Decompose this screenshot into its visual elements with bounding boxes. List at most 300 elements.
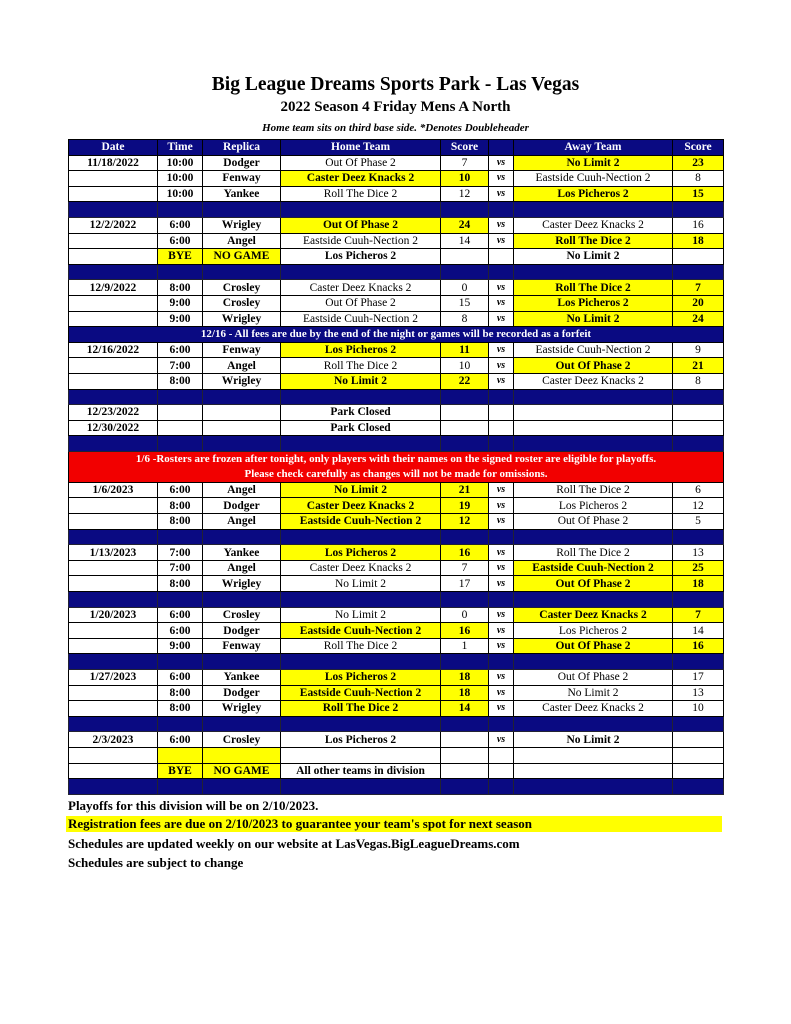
game-date [69, 171, 158, 187]
vs-label: vs [489, 514, 514, 530]
separator-cell [69, 436, 158, 452]
registration-note: Registration fees are due on 2/10/2023 to guarantee your team's spot for next season [66, 816, 722, 832]
game-replica-field: Fenway [203, 171, 281, 187]
game-replica-field: Dodger [203, 155, 281, 171]
game-replica-field: Wrigley [203, 576, 281, 592]
game-row [69, 249, 724, 265]
away-score: 7 [673, 607, 724, 623]
separator-cell [69, 202, 158, 218]
header-time: Time [158, 140, 203, 156]
separator-cell [441, 716, 489, 732]
game-row [69, 311, 724, 327]
separator-cell [673, 389, 724, 405]
away-score: 7 [673, 280, 724, 296]
roster-notice-row [69, 451, 724, 482]
away-score [673, 249, 724, 265]
separator-cell [203, 592, 281, 608]
separator-cell [489, 264, 514, 280]
home-score: 10 [441, 171, 489, 187]
game-time: 6:00 [158, 233, 203, 249]
header-away-team: Away Team [514, 140, 673, 156]
home-team: Eastside Cuuh-Nection 2 [281, 623, 441, 639]
page-subtitle: 2022 Season 4 Friday Mens A North [280, 99, 511, 115]
game-row [69, 670, 724, 686]
away-team: Roll The Dice 2 [514, 233, 673, 249]
game-replica-field: Wrigley [203, 217, 281, 233]
home-score [441, 732, 489, 748]
away-score: 16 [673, 638, 724, 654]
away-score: 9 [673, 342, 724, 358]
separator-cell [441, 436, 489, 452]
game-replica-field: Angel [203, 560, 281, 576]
header-home-score: Score [441, 140, 489, 156]
game-row [69, 373, 724, 389]
home-score: 0 [441, 607, 489, 623]
game-date [69, 358, 158, 374]
separator-cell [281, 389, 441, 405]
header-home-team: Home Team [281, 140, 441, 156]
game-time: 8:00 [158, 498, 203, 514]
separator-cell [69, 592, 158, 608]
vs-label: vs [489, 560, 514, 576]
vs-label: vs [489, 498, 514, 514]
home-team: Caster Deez Knacks 2 [281, 560, 441, 576]
roster-notice [69, 451, 724, 482]
separator-cell [158, 779, 203, 795]
separator-cell [158, 654, 203, 670]
game-row [69, 732, 724, 748]
game-row [69, 623, 724, 639]
game-date: 1/6/2023 [69, 482, 158, 498]
game-row [69, 405, 724, 421]
vs-label: vs [489, 576, 514, 592]
game-date [69, 373, 158, 389]
home-score: 7 [441, 155, 489, 171]
vs-label: vs [489, 638, 514, 654]
game-replica-field: Wrigley [203, 701, 281, 717]
home-score: 12 [441, 514, 489, 530]
separator-cell [514, 779, 673, 795]
away-score [673, 763, 724, 779]
page-title: Big League Dreams Sports Park - Las Vegas [211, 74, 580, 95]
game-date [69, 249, 158, 265]
away-team: Eastside Cuuh-Nection 2 [514, 560, 673, 576]
away-score: 23 [673, 155, 724, 171]
separator-cell [69, 779, 158, 795]
separator-cell [441, 654, 489, 670]
away-team: Roll The Dice 2 [514, 482, 673, 498]
away-score: 21 [673, 358, 724, 374]
away-score: 10 [673, 701, 724, 717]
separator-cell [441, 389, 489, 405]
game-date [69, 560, 158, 576]
separator-cell [203, 654, 281, 670]
home-team: Caster Deez Knacks 2 [281, 280, 441, 296]
game-replica-field: Yankee [203, 186, 281, 202]
separator-cell [673, 654, 724, 670]
separator-cell [281, 654, 441, 670]
game-time: 8:00 [158, 373, 203, 389]
game-date [69, 747, 158, 763]
separator-cell [514, 716, 673, 732]
away-team: Roll The Dice 2 [514, 280, 673, 296]
separator-row [69, 654, 724, 670]
vs-label: vs [489, 373, 514, 389]
home-score: 7 [441, 560, 489, 576]
separator-cell [69, 529, 158, 545]
separator-cell [281, 436, 441, 452]
separator-cell [489, 779, 514, 795]
game-time: 10:00 [158, 171, 203, 187]
game-row [69, 498, 724, 514]
away-score: 12 [673, 498, 724, 514]
game-time [158, 420, 203, 436]
away-team: Out Of Phase 2 [514, 670, 673, 686]
separator-cell [158, 264, 203, 280]
game-replica-field: Crosley [203, 607, 281, 623]
home-team: Caster Deez Knacks 2 [281, 498, 441, 514]
game-time: 9:00 [158, 311, 203, 327]
game-time: 9:00 [158, 638, 203, 654]
home-score: 14 [441, 233, 489, 249]
change-note: Schedules are subject to change [68, 855, 244, 870]
game-time: 7:00 [158, 545, 203, 561]
away-score [673, 732, 724, 748]
separator-cell [203, 202, 281, 218]
game-date: 12/30/2022 [69, 420, 158, 436]
away-team: Los Picheros 2 [514, 623, 673, 639]
notice-text: 12/16 - All fees are due by the end of the night or games will be recorded as a forfeit [69, 327, 724, 343]
game-replica-field: Yankee [203, 545, 281, 561]
game-time: 6:00 [158, 607, 203, 623]
home-score: 22 [441, 373, 489, 389]
game-row [69, 545, 724, 561]
vs-label [489, 747, 514, 763]
separator-cell [441, 202, 489, 218]
separator-cell [203, 436, 281, 452]
home-team: Los Picheros 2 [281, 732, 441, 748]
vs-label [489, 405, 514, 421]
home-team: No Limit 2 [281, 576, 441, 592]
game-row [69, 342, 724, 358]
separator-cell [673, 529, 724, 545]
game-replica-field: Fenway [203, 342, 281, 358]
away-team: Eastside Cuuh-Nection 2 [514, 171, 673, 187]
separator-row [69, 202, 724, 218]
separator-row [69, 529, 724, 545]
separator-cell [158, 436, 203, 452]
separator-cell [514, 592, 673, 608]
vs-label: vs [489, 482, 514, 498]
separator-cell [158, 202, 203, 218]
game-replica-field: Fenway [203, 638, 281, 654]
away-team [514, 405, 673, 421]
home-team: Los Picheros 2 [281, 670, 441, 686]
away-score: 13 [673, 685, 724, 701]
away-score: 17 [673, 670, 724, 686]
home-team: Eastside Cuuh-Nection 2 [281, 233, 441, 249]
home-score: 14 [441, 701, 489, 717]
game-date [69, 514, 158, 530]
game-row [69, 747, 724, 763]
vs-label: vs [489, 280, 514, 296]
game-replica-field [203, 747, 281, 763]
game-row [69, 685, 724, 701]
home-score [441, 747, 489, 763]
game-date: 12/9/2022 [69, 280, 158, 296]
home-score: 8 [441, 311, 489, 327]
away-team [514, 747, 673, 763]
separator-cell [69, 264, 158, 280]
header-date: Date [69, 140, 158, 156]
game-time: 6:00 [158, 623, 203, 639]
game-replica-field: Crosley [203, 295, 281, 311]
vs-label: vs [489, 217, 514, 233]
vs-label [489, 763, 514, 779]
home-team: Eastside Cuuh-Nection 2 [281, 685, 441, 701]
separator-cell [489, 654, 514, 670]
vs-label: vs [489, 171, 514, 187]
vs-label: vs [489, 607, 514, 623]
roster-notice-line1: 1/6 -Rosters are frozen after tonight, only players with their names on the signed roster are eligible for playoffs. [135, 452, 657, 465]
game-row [69, 638, 724, 654]
game-replica-field: Angel [203, 233, 281, 249]
game-time [158, 747, 203, 763]
game-date: 2/3/2023 [69, 732, 158, 748]
separator-cell [673, 436, 724, 452]
separator-row [69, 389, 724, 405]
separator-cell [489, 716, 514, 732]
away-score: 16 [673, 217, 724, 233]
separator-cell [514, 264, 673, 280]
home-score: 16 [441, 623, 489, 639]
separator-cell [281, 529, 441, 545]
away-team: No Limit 2 [514, 311, 673, 327]
game-date [69, 576, 158, 592]
game-date [69, 498, 158, 514]
separator-cell [673, 264, 724, 280]
home-team: Out Of Phase 2 [281, 295, 441, 311]
home-team: No Limit 2 [281, 482, 441, 498]
game-replica-field: Dodger [203, 498, 281, 514]
away-score: 8 [673, 373, 724, 389]
game-row [69, 186, 724, 202]
game-date [69, 763, 158, 779]
game-replica-field: Angel [203, 514, 281, 530]
game-row [69, 701, 724, 717]
away-team: Los Picheros 2 [514, 498, 673, 514]
game-time: 8:00 [158, 685, 203, 701]
game-replica-field: NO GAME [203, 249, 281, 265]
away-team: Out Of Phase 2 [514, 358, 673, 374]
away-team: Out Of Phase 2 [514, 576, 673, 592]
home-team: Los Picheros 2 [281, 249, 441, 265]
home-team [281, 747, 441, 763]
away-team: Los Picheros 2 [514, 186, 673, 202]
schedule-table [68, 139, 724, 795]
separator-cell [158, 716, 203, 732]
game-replica-field: Yankee [203, 670, 281, 686]
separator-cell [158, 592, 203, 608]
playoffs-note: Playoffs for this division will be on 2/10/2023. [68, 798, 319, 813]
separator-cell [281, 202, 441, 218]
home-team: Caster Deez Knacks 2 [281, 171, 441, 187]
home-team: Out Of Phase 2 [281, 155, 441, 171]
away-score: 13 [673, 545, 724, 561]
away-score: 14 [673, 623, 724, 639]
game-date [69, 623, 158, 639]
game-date: 1/27/2023 [69, 670, 158, 686]
home-score: 21 [441, 482, 489, 498]
game-row [69, 763, 724, 779]
away-score: 15 [673, 186, 724, 202]
separator-cell [203, 529, 281, 545]
game-time: 7:00 [158, 358, 203, 374]
vs-label: vs [489, 186, 514, 202]
separator-cell [489, 202, 514, 218]
separator-cell [673, 202, 724, 218]
home-team: Eastside Cuuh-Nection 2 [281, 311, 441, 327]
game-date [69, 233, 158, 249]
game-replica-field: Dodger [203, 685, 281, 701]
separator-row [69, 436, 724, 452]
separator-cell [514, 529, 673, 545]
home-score: 17 [441, 576, 489, 592]
game-row [69, 233, 724, 249]
vs-label: vs [489, 623, 514, 639]
home-score [441, 249, 489, 265]
fee-notice-row [69, 327, 724, 343]
home-team: All other teams in division [281, 763, 441, 779]
home-team: No Limit 2 [281, 373, 441, 389]
game-replica-field [203, 405, 281, 421]
home-team: Roll The Dice 2 [281, 358, 441, 374]
home-score: 0 [441, 280, 489, 296]
game-date: 11/18/2022 [69, 155, 158, 171]
home-score: 11 [441, 342, 489, 358]
away-score: 25 [673, 560, 724, 576]
home-team: Los Picheros 2 [281, 545, 441, 561]
game-date [69, 638, 158, 654]
separator-cell [203, 389, 281, 405]
roster-notice-line2: Please check carefully as changes will not be made for omissions. [244, 467, 548, 480]
separator-cell [158, 389, 203, 405]
game-row [69, 155, 724, 171]
separator-cell [281, 779, 441, 795]
separator-cell [281, 264, 441, 280]
home-score [441, 420, 489, 436]
game-row [69, 560, 724, 576]
away-team: Caster Deez Knacks 2 [514, 701, 673, 717]
away-team: No Limit 2 [514, 732, 673, 748]
away-team: Out Of Phase 2 [514, 638, 673, 654]
game-date: 1/20/2023 [69, 607, 158, 623]
game-replica-field [203, 420, 281, 436]
away-team [514, 420, 673, 436]
away-score [673, 405, 724, 421]
away-score: 18 [673, 233, 724, 249]
vs-label: vs [489, 311, 514, 327]
game-date: 12/16/2022 [69, 342, 158, 358]
away-team: Los Picheros 2 [514, 295, 673, 311]
website-note: Schedules are updated weekly on our website at LasVegas.BigLeagueDreams.com [68, 836, 520, 851]
game-date [69, 311, 158, 327]
away-score: 6 [673, 482, 724, 498]
game-row [69, 482, 724, 498]
separator-row [69, 716, 724, 732]
separator-cell [489, 436, 514, 452]
home-team: Roll The Dice 2 [281, 186, 441, 202]
separator-row [69, 779, 724, 795]
away-score: 24 [673, 311, 724, 327]
home-team: Roll The Dice 2 [281, 701, 441, 717]
separator-cell [69, 716, 158, 732]
separator-cell [489, 592, 514, 608]
game-replica-field: Wrigley [203, 311, 281, 327]
game-replica-field: NO GAME [203, 763, 281, 779]
home-team: No Limit 2 [281, 607, 441, 623]
away-score: 20 [673, 295, 724, 311]
away-team [514, 763, 673, 779]
vs-label [489, 420, 514, 436]
home-score: 18 [441, 685, 489, 701]
vs-label: vs [489, 685, 514, 701]
game-row [69, 280, 724, 296]
game-date [69, 701, 158, 717]
away-team: No Limit 2 [514, 155, 673, 171]
separator-cell [203, 779, 281, 795]
away-team: No Limit 2 [514, 685, 673, 701]
separator-cell [514, 389, 673, 405]
game-time: 6:00 [158, 342, 203, 358]
away-score [673, 747, 724, 763]
separator-cell [673, 592, 724, 608]
separator-cell [514, 436, 673, 452]
away-team: Caster Deez Knacks 2 [514, 607, 673, 623]
vs-label [489, 249, 514, 265]
home-team: Out Of Phase 2 [281, 217, 441, 233]
home-score [441, 763, 489, 779]
game-replica-field: Crosley [203, 732, 281, 748]
away-score [673, 420, 724, 436]
home-score: 18 [441, 670, 489, 686]
separator-cell [203, 264, 281, 280]
game-date: 1/13/2023 [69, 545, 158, 561]
game-date [69, 295, 158, 311]
game-row [69, 514, 724, 530]
game-replica-field: Angel [203, 358, 281, 374]
home-score: 12 [441, 186, 489, 202]
separator-cell [203, 716, 281, 732]
separator-cell [281, 592, 441, 608]
game-time: 10:00 [158, 186, 203, 202]
game-row [69, 295, 724, 311]
game-date: 12/23/2022 [69, 405, 158, 421]
vs-label: vs [489, 670, 514, 686]
vs-label: vs [489, 358, 514, 374]
game-row [69, 576, 724, 592]
away-team: Out Of Phase 2 [514, 514, 673, 530]
home-score [441, 405, 489, 421]
game-time: 6:00 [158, 732, 203, 748]
away-team: Caster Deez Knacks 2 [514, 217, 673, 233]
game-row [69, 358, 724, 374]
game-replica-field: Crosley [203, 280, 281, 296]
game-row [69, 217, 724, 233]
game-time: 8:00 [158, 280, 203, 296]
game-row [69, 420, 724, 436]
game-time: BYE [158, 763, 203, 779]
